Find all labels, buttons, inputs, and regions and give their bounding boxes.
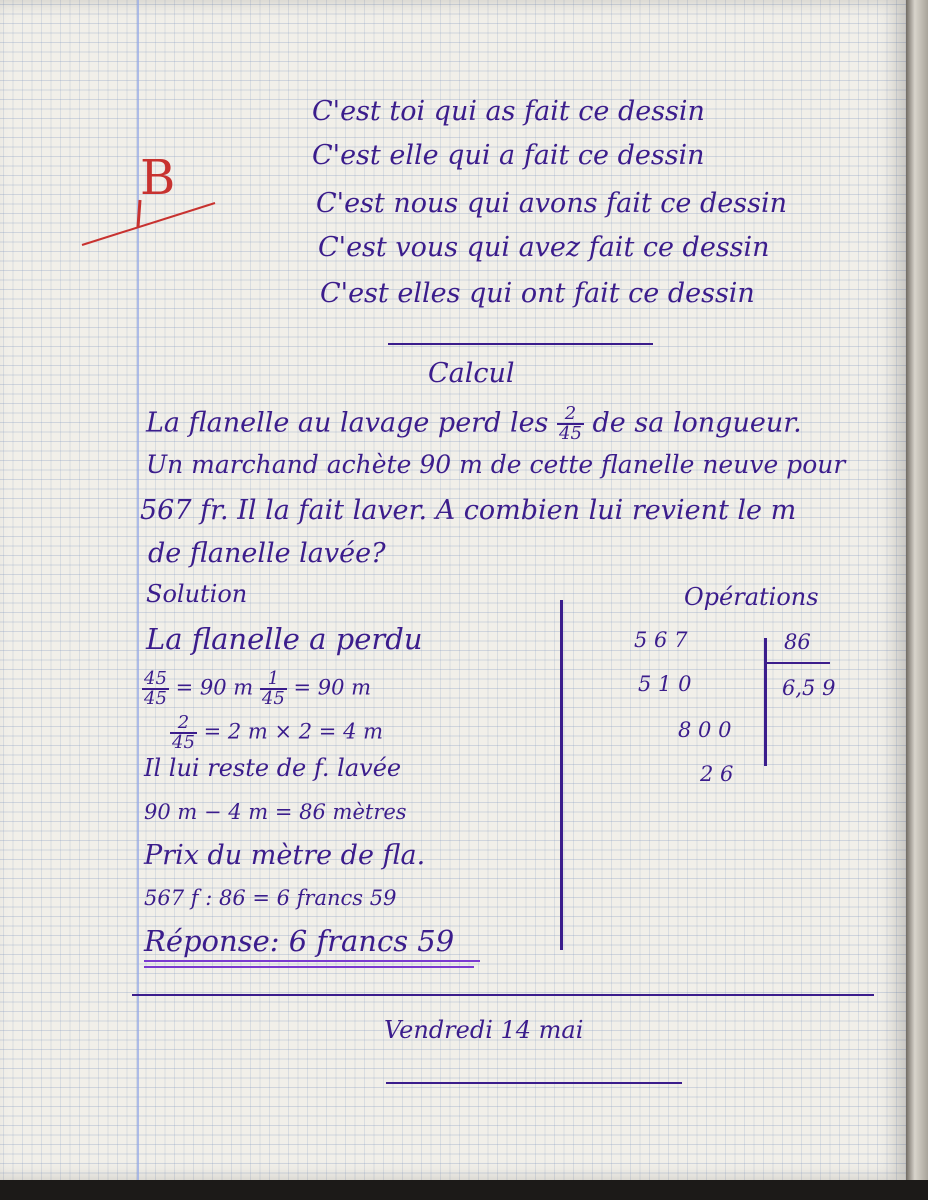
op-row-4: 2 6 bbox=[700, 762, 734, 786]
op-dividend: 5 6 7 bbox=[634, 628, 688, 652]
solution-eq-3: 90 m − 4 m = 86 mètres bbox=[144, 800, 407, 824]
divider-bottom bbox=[132, 994, 874, 996]
eq2-fraction bbox=[170, 714, 197, 752]
op-divisor: 86 bbox=[784, 630, 811, 654]
eq1-fraction-den: 45 bbox=[144, 688, 167, 709]
solution-step-3: Prix du mètre de fla. bbox=[144, 840, 426, 871]
solution-eq-1 bbox=[142, 670, 371, 708]
op-quotient: 6,5 9 bbox=[782, 676, 836, 700]
date-underline bbox=[386, 1082, 682, 1084]
solution-step-2: Il lui reste de f. lavée bbox=[144, 754, 402, 782]
solution-eq-4: 567 f : 86 = 6 francs 59 bbox=[144, 886, 397, 910]
operations-title: Opérations bbox=[684, 583, 819, 611]
eq2-fraction-den: 45 bbox=[172, 732, 195, 753]
answer-underline-1 bbox=[144, 960, 480, 962]
eq2-end: = 2 m × 2 = 4 m bbox=[203, 719, 384, 744]
margin-line bbox=[137, 0, 139, 1180]
eq1-fraction bbox=[142, 670, 169, 708]
date-heading: Vendredi 14 mai bbox=[384, 1016, 584, 1044]
op-row-3: 8 0 0 bbox=[678, 718, 732, 742]
solution-answer: Réponse: 6 francs 59 bbox=[144, 924, 455, 958]
grade-mark: B bbox=[140, 150, 176, 206]
page-edge bbox=[906, 0, 928, 1180]
problem-fraction-den: 45 bbox=[559, 423, 582, 444]
sentence-5: C'est elles qui ont fait ce dessin bbox=[320, 278, 755, 309]
eq1-middle: = 90 m bbox=[175, 675, 254, 700]
answer-underline-2 bbox=[144, 966, 474, 968]
eq1-fraction-2-den: 45 bbox=[261, 688, 285, 709]
problem-line-4: de flanelle lavée? bbox=[148, 538, 386, 569]
eq2-fraction-num: 2 bbox=[170, 714, 197, 734]
eq1-end: = 90 m bbox=[293, 675, 372, 700]
division-bar-horizontal bbox=[764, 662, 830, 664]
solution-step-1: La flanelle a perdu bbox=[146, 622, 423, 656]
problem-fraction bbox=[557, 405, 584, 443]
problem-line-1 bbox=[146, 405, 802, 443]
eq1-fraction-2 bbox=[260, 670, 287, 708]
calcul-title: Calcul bbox=[428, 358, 515, 389]
sentence-3: C'est nous qui avons fait ce dessin bbox=[316, 188, 787, 219]
sentence-4: C'est vous qui avez fait ce dessin bbox=[318, 232, 770, 263]
solution-title: Solution bbox=[146, 580, 248, 608]
solution-eq-2 bbox=[170, 714, 383, 752]
grade-mark-slash bbox=[80, 195, 220, 250]
problem-line-2: Un marchand achète 90 m de cette flanelle neuve pour bbox=[146, 450, 846, 479]
problem-fraction-num: 2 bbox=[557, 405, 584, 425]
divider-top bbox=[388, 343, 653, 345]
problem-line-1-end: de sa longueur. bbox=[592, 407, 802, 439]
problem-line-1-start: La flanelle au lavage perd les bbox=[146, 407, 549, 439]
problem-line-3: 567 fr. Il la fait laver. A combien lui revient le m bbox=[140, 495, 797, 526]
sentence-2: C'est elle qui a fait ce dessin bbox=[312, 140, 705, 171]
op-row-2: 5 1 0 bbox=[638, 672, 692, 696]
division-bar-vertical bbox=[764, 638, 767, 766]
eq1-fraction-num: 45 bbox=[144, 668, 167, 689]
eq1-fraction-2-num: 1 bbox=[260, 670, 287, 690]
column-separator bbox=[560, 600, 563, 950]
sentence-1: C'est toi qui as fait ce dessin bbox=[312, 96, 705, 127]
